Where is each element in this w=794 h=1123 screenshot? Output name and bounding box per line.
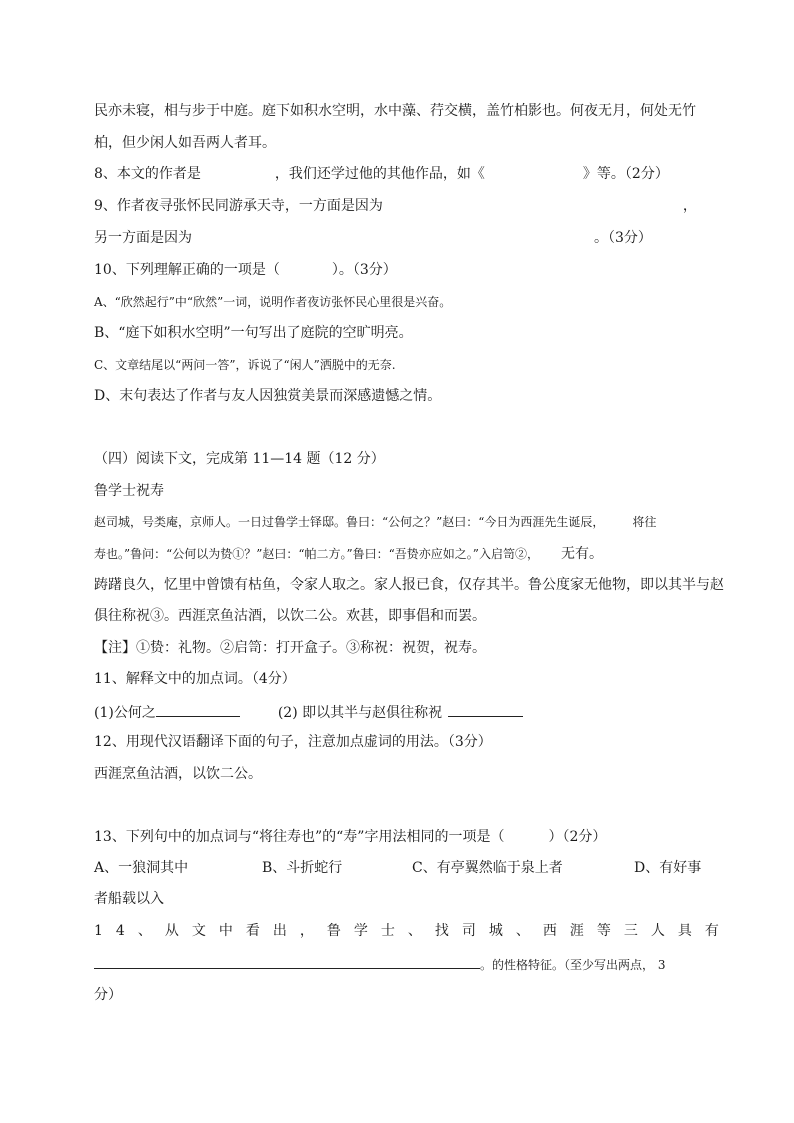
q13-option-d: D、有好事	[634, 860, 702, 876]
question-14-line-2	[94, 954, 665, 974]
question-14-line-3: 分）	[94, 987, 122, 1003]
q13-option-b: B、斗折蛇行	[262, 860, 343, 876]
q13-option-c: C、有亭翼然临于泉上者	[412, 860, 563, 876]
question-11: 11、解释文中的加点词。（4分）	[94, 671, 296, 687]
q13-option-a: A、一狼洞其中	[94, 860, 189, 876]
section-4-paragraph-line-2	[94, 545, 603, 563]
q10-stem-b: ）。（3分）	[331, 262, 397, 278]
question-9-cont	[94, 229, 652, 247]
question-13	[94, 828, 606, 846]
q9-comma: ，	[682, 198, 697, 214]
q10-option-a: A、“欣然起行”中“欣然”一词，说明作者夜访张怀民心里很是兴奋。	[94, 295, 452, 309]
question-11-items	[94, 702, 523, 722]
q10-option-b: B、“庭下如积水空明”一句写出了庭院的空旷明亮。	[94, 325, 413, 341]
q8-text-a: 8、本文的作者是	[94, 166, 201, 182]
q11-item-2: (2) 即以其半与赵俱往称祝	[277, 705, 443, 721]
q10-option-d: D、末句表达了作者与友人因独赏美景而深感遗憾之情。	[94, 388, 442, 404]
section-4-paragraph-line-3: 踌躇良久，忆里中曾馈有枯鱼，令家人取之。家人报已食，仅存其半。鲁公度家无他物，即以其半与赵	[94, 577, 724, 593]
passage-line-2: 柏，但少闲人如吾两人者耳。	[94, 135, 276, 151]
section-4-title: 鲁学士祝寿	[94, 483, 164, 499]
q14-tail: 。的性格特征。（至少写出两点， 3	[480, 958, 666, 972]
q13-stem-b: ）（2分）	[548, 829, 607, 845]
q8-text-c: 》等。（2分）	[582, 166, 669, 182]
q10-option-c: C、文章结尾以“两问一答”，诉说了“闲人”洒脱中的无奈.	[94, 358, 396, 372]
question-12-sentence: 西涯烹鱼沽酒，以饮二公。	[94, 766, 262, 782]
question-14: 14、从文中看出，鲁学士、找司城、西涯等三人具有	[94, 923, 732, 939]
q9-text-c: 另一方面是因为	[94, 230, 192, 246]
question-10	[94, 261, 397, 279]
section-4-paragraph-line-1	[94, 513, 656, 531]
q9-text-d: 。（3分）	[594, 230, 652, 246]
q13-option-d-cont: 者船载以入	[94, 891, 164, 907]
q13-stem-a: 13、下列句中的加点词与“将往寿也”的“寿”字用法相同的一项是（	[94, 829, 505, 845]
q11-blank-1[interactable]	[156, 702, 240, 717]
q10-stem-a: 10、下列理解正确的一项是（	[94, 262, 280, 278]
passage-line-1: 民亦未寝，相与步于中庭。庭下如积水空明，水中藻、荇交横，盖竹柏影也。何夜无月，何处无竹	[94, 103, 696, 119]
section-4-paragraph-line-4: 俱往称祝③。西涯烹鱼沽酒，以饮二公。欢甚，即事倡和而罢。	[94, 608, 486, 624]
p1-text-b: 将往	[632, 515, 657, 529]
q11-item-1: (1)公何之	[94, 705, 156, 721]
q11-blank-2[interactable]	[448, 702, 523, 717]
question-9	[94, 197, 697, 215]
section-4-note: 【注】①贽：礼物。②启笥：打开盒子。③称祝：祝贺，祝寿。	[94, 640, 486, 656]
q9-text-a: 9、作者夜寻张怀民同游承天寺，一方面是因为	[94, 198, 383, 214]
p2-text: 寿也。”鲁问：“公何以为贽①？”赵曰：“帕二方。”鲁曰：“吾贽亦应如之。”入启笥②，	[94, 547, 539, 561]
p1-text: 赵司城，号类庵，京师人。一日过鲁学士铎邸。鲁曰：“公何之？”赵曰：“今日为西涯先生诞辰，	[94, 515, 605, 529]
q8-text-b: ，我们还学过他的其他作品，如《	[274, 166, 485, 182]
p2-text-b: 无有。	[560, 546, 603, 562]
question-8	[94, 165, 669, 183]
q14-answer-line[interactable]	[94, 954, 480, 969]
section-4-heading: （四）阅读下文，完成第 11—14 题（12 分）	[94, 451, 385, 467]
question-12: 12、用现代汉语翻译下面的句子，注意加点虚词的用法。（3分）	[94, 734, 492, 750]
